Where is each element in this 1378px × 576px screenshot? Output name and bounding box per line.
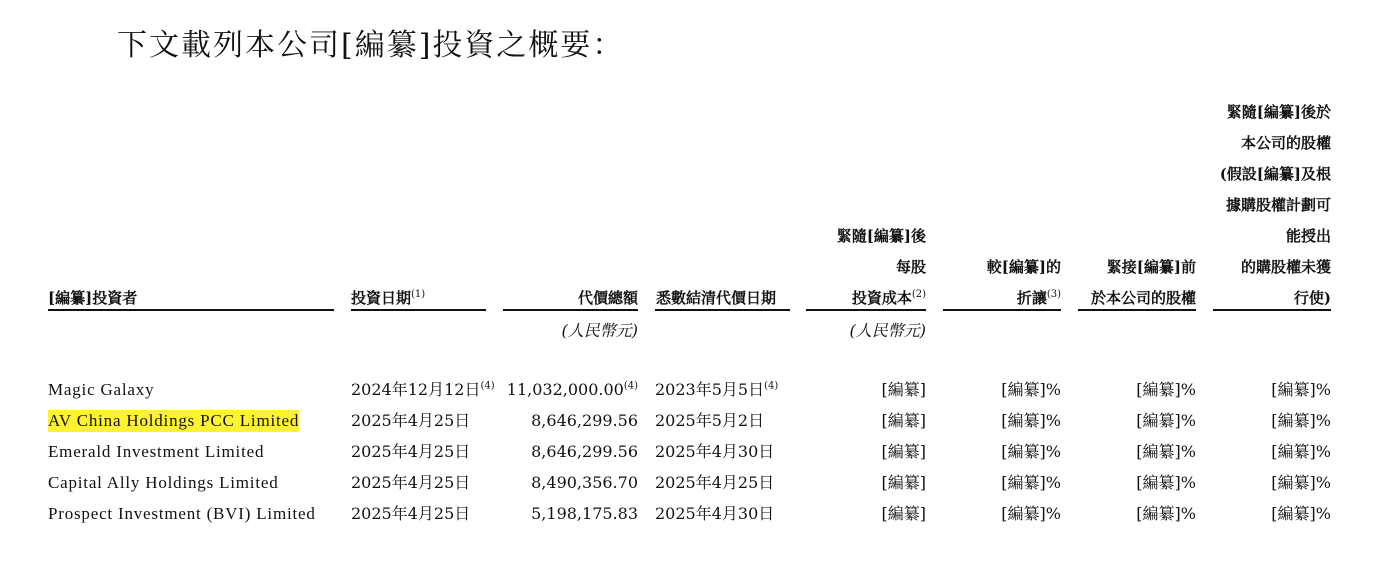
header-rule-after [1213, 309, 1331, 311]
cell-settlement-date [655, 472, 774, 494]
cell-investor: Capital Ally Holdings Limited [48, 473, 279, 492]
cell-investment-date [351, 410, 470, 432]
header-after-line-1: 緊隨[編纂]後於 [1226, 103, 1331, 121]
header-discount-line-1: 較[編纂]的 [986, 258, 1061, 276]
cell-settlement-note: (4) [764, 380, 779, 392]
cell-shareholding-before: [編纂]% [1136, 473, 1196, 492]
cell-investor: Prospect Investment (BVI) Limited [48, 504, 316, 523]
cell-date-note: (4) [480, 380, 495, 392]
cell-shareholding-after: [編纂]% [1271, 442, 1331, 461]
page-title: 下文載列本公司[編纂]投資之概要： [117, 28, 625, 63]
header-rule-settlement [655, 309, 790, 311]
cell-consideration [503, 441, 638, 463]
cell-shareholding-after: [編纂]% [1271, 504, 1331, 523]
header-consideration-line: 代價總額 [577, 289, 638, 307]
header-after-line-3: (假設[編纂]及根 [1219, 165, 1331, 183]
header-after-line-5: 能授出 [1285, 227, 1331, 245]
unit-cost-per-share: (人民幣元) [849, 321, 926, 340]
cell-cost: [編纂] [881, 380, 926, 399]
cell-discount: [編纂]% [1001, 380, 1061, 399]
header-cost-note: (2) [911, 289, 926, 300]
cell-consideration-text: 8,490,356.70 [531, 473, 638, 492]
header-rule-consideration [503, 309, 638, 311]
cell-shareholding-before: [編纂]% [1136, 442, 1196, 461]
cell-cost: [編纂] [881, 442, 926, 461]
cell-consideration-text: 8,646,299.56 [531, 411, 638, 430]
cell-consideration [503, 472, 638, 494]
cell-consideration [503, 379, 638, 401]
header-rule-discount [943, 309, 1061, 311]
unit-consideration: (人民幣元) [561, 321, 638, 340]
header-before-line-2: 於本公司的股權 [1090, 289, 1196, 307]
cell-shareholding-before: [編纂]% [1136, 411, 1196, 430]
header-before-line-1: 緊接[編纂]前 [1106, 258, 1196, 276]
cell-shareholding-before: [編纂]% [1136, 504, 1196, 523]
header-discount-note: (3) [1046, 289, 1061, 300]
cell-consideration-text: 11,032,000.00 [506, 380, 624, 399]
header-investment-date-note: (1) [411, 289, 426, 300]
header-rule-date [351, 309, 486, 311]
cell-investor: Magic Galaxy [48, 380, 155, 399]
header-rule-investor [48, 309, 334, 311]
header-investment-date-line: 投資日期 [351, 289, 412, 307]
cell-investment-date [351, 441, 470, 463]
cell-settlement-date [655, 379, 778, 401]
cell-date-text: 2025年4月25日 [351, 504, 471, 523]
cell-settlement-text: 2023年5月5日 [655, 380, 765, 399]
header-discount-line-2: 折讓 [1016, 289, 1047, 307]
header-after-line-4: 據購股權計劃可 [1225, 196, 1331, 214]
cell-investment-date [351, 472, 470, 494]
cell-investor: Emerald Investment Limited [48, 442, 265, 461]
cell-settlement-date [655, 503, 774, 525]
cell-discount: [編纂]% [1001, 504, 1061, 523]
cell-date-text: 2024年12月12日 [351, 380, 481, 399]
header-discount [943, 252, 1061, 314]
cell-discount: [編纂]% [1001, 411, 1061, 430]
header-cost-line-3: 投資成本 [851, 289, 912, 307]
cell-consideration [503, 503, 638, 525]
cell-discount: [編纂]% [1001, 442, 1061, 461]
header-rule-before [1078, 309, 1196, 311]
cell-discount: [編纂]% [1001, 473, 1061, 492]
cell-consideration-text: 5,198,175.83 [531, 504, 638, 523]
header-shareholding-before [1078, 252, 1196, 314]
cell-consideration-text: 8,646,299.56 [531, 442, 638, 461]
header-after-line-7: 行使) [1293, 289, 1331, 307]
cell-shareholding-after: [編纂]% [1271, 411, 1331, 430]
cell-investment-date [351, 503, 470, 525]
cell-date-text: 2025年4月25日 [351, 442, 471, 461]
cell-settlement-date [655, 410, 764, 432]
cell-shareholding-after: [編纂]% [1271, 380, 1331, 399]
header-cost-line-1: 緊隨[編纂]後 [836, 227, 926, 245]
cell-date-text: 2025年4月25日 [351, 473, 471, 492]
cell-cost: [編纂] [881, 411, 926, 430]
cell-settlement-text: 2025年4月30日 [655, 504, 775, 523]
cell-settlement-text: 2025年4月25日 [655, 473, 775, 492]
cell-consideration-note: (4) [623, 380, 638, 392]
cell-shareholding-after: [編纂]% [1271, 473, 1331, 492]
cell-investor: AV China Holdings PCC Limited [48, 411, 300, 430]
cell-cost: [編纂] [881, 473, 926, 492]
cell-investment-date [351, 379, 495, 401]
cell-settlement-date [655, 441, 774, 463]
cell-settlement-text: 2025年5月2日 [655, 411, 765, 430]
cell-date-text: 2025年4月25日 [351, 411, 471, 430]
cell-cost: [編纂] [881, 504, 926, 523]
header-shareholding-after [1200, 97, 1331, 314]
header-after-line-2: 本公司的股權 [1240, 134, 1331, 152]
header-rule-cost [806, 309, 926, 311]
header-cost-line-2: 每股 [895, 258, 926, 276]
header-settlement-date-line: 悉數結清代價日期 [656, 289, 777, 307]
header-cost-per-share [806, 221, 926, 314]
cell-shareholding-before: [編纂]% [1136, 380, 1196, 399]
header-investor-line: [編纂]投資者 [48, 289, 138, 307]
header-after-line-6: 的購股權未獲 [1240, 258, 1331, 276]
cell-consideration [503, 410, 638, 432]
cell-settlement-text: 2025年4月30日 [655, 442, 775, 461]
